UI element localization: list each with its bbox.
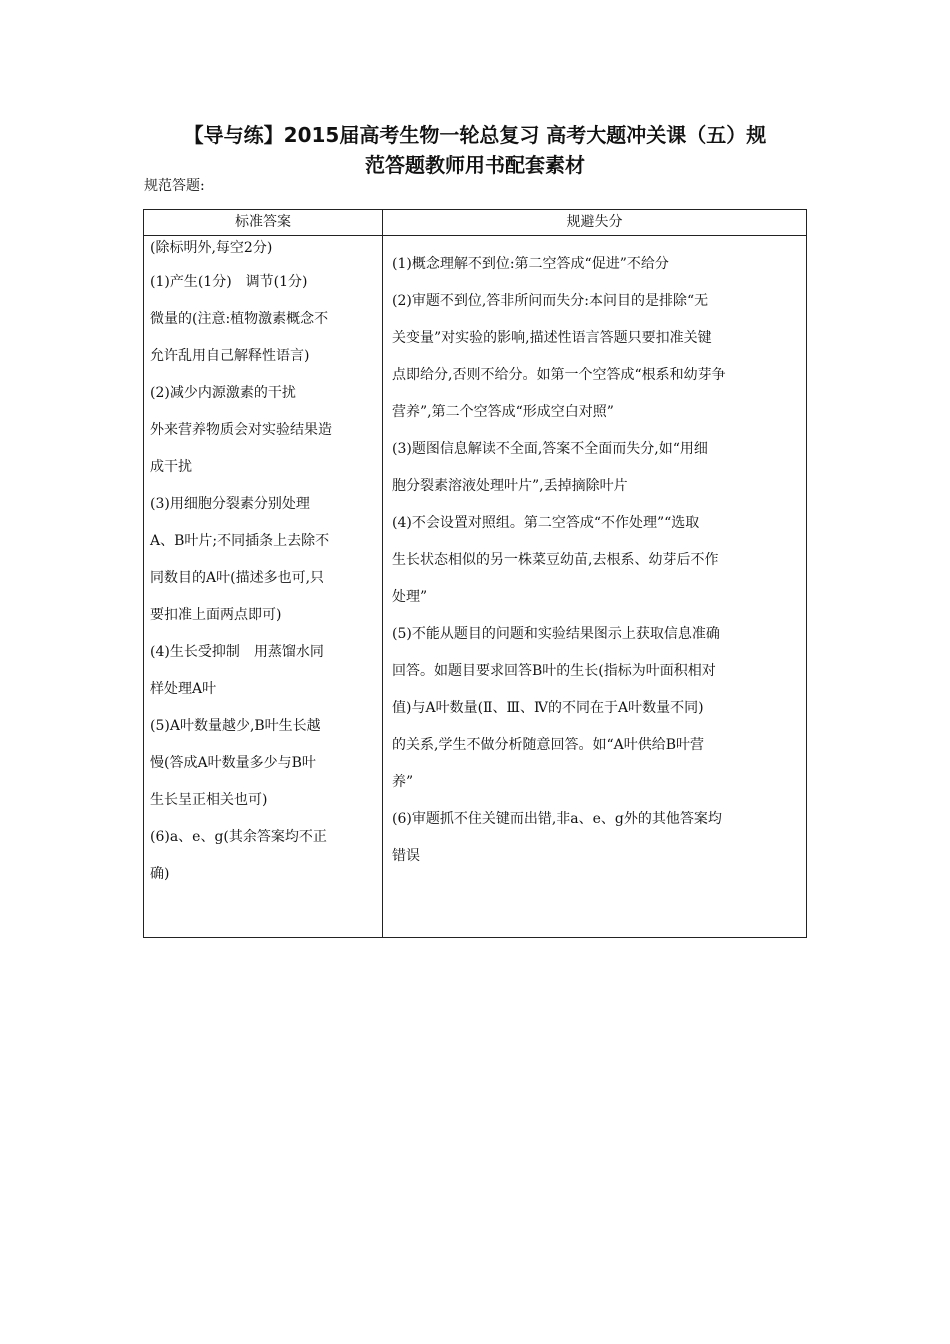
- document-title: [140, 120, 810, 180]
- note-line: 养”: [392, 774, 414, 790]
- answer-line: 生长呈正相关也可): [150, 792, 268, 808]
- answer-line: 要扣准上面两点即可): [150, 607, 282, 623]
- answer-line: 慢(答成A叶数量多少与B叶: [150, 755, 316, 771]
- note-line: 胞分裂素溶液处理叶片”,丢掉摘除叶片: [392, 478, 628, 494]
- answer-line: (除标明外,每空2分): [150, 240, 273, 256]
- note-line: (2)审题不到位,答非所问而失分:本问目的是排除“无: [392, 293, 709, 309]
- answer-line: (2)减少内源激素的干扰: [150, 385, 296, 401]
- answer-line: 允许乱用自己解释性语言): [150, 348, 310, 364]
- note-line: 值)与A叶数量(Ⅱ、Ⅲ、Ⅳ的不同在于A叶数量不同): [392, 700, 704, 716]
- note-line: 处理”: [392, 589, 428, 605]
- note-line: (5)不能从题目的问题和实验结果图示上获取信息准确: [392, 626, 720, 642]
- table-header-row: [144, 210, 806, 236]
- answer-line: 外来营养物质会对实验结果造: [150, 422, 332, 438]
- note-line: (1)概念理解不到位:第二空答成“促进”不给分: [392, 256, 669, 272]
- note-line: 的关系,学生不做分析随意回答。如“A叶供给B叶营: [392, 737, 705, 753]
- note-line: 错误: [392, 848, 420, 864]
- note-line: 回答。如题目要求回答B叶的生长(指标为叶面积相对: [392, 663, 716, 679]
- title-line-2: 范答题教师用书配套素材: [365, 153, 585, 177]
- answer-line: 微量的(注意:植物激素概念不: [150, 311, 329, 327]
- column-divider: [382, 210, 383, 937]
- answer-table: [143, 209, 807, 938]
- answer-line: (3)用细胞分裂素分别处理: [150, 496, 310, 512]
- title-line-1: 【导与练】2015届高考生物一轮总复习 高考大题冲关课（五）规: [183, 123, 767, 147]
- answer-line: 样处理A叶: [150, 681, 217, 697]
- answer-line: 同数目的A叶(描述多也可,只: [150, 570, 325, 586]
- note-line: 点即给分,否则不给分。如第一个空答成“根系和幼芽争: [392, 367, 726, 383]
- answer-line: 成干扰: [150, 459, 192, 475]
- answer-line: (4)生长受抑制 用蒸馏水同: [150, 644, 324, 660]
- avoid-errors-cell: [392, 246, 802, 875]
- note-line: 生长状态相似的另一株菜豆幼苗,去根系、幼芽后不作: [392, 552, 719, 568]
- header-avoid-errors: 规避失分: [566, 214, 623, 230]
- answer-line: (6)a、e、g(其余答案均不正: [150, 829, 327, 845]
- header-standard-answer: 标准答案: [235, 214, 291, 230]
- note-line: (4)不会设置对照组。第二空答成“不作处理”“选取: [392, 515, 700, 531]
- note-line: 关变量”对实验的影响,描述性语言答题只要扣准关键: [392, 330, 712, 346]
- section-label: 规范答题:: [144, 178, 205, 194]
- note-line: (3)题图信息解读不全面,答案不全面而失分,如“用细: [392, 441, 708, 457]
- answer-line: (1)产生(1分) 调节(1分): [150, 274, 308, 290]
- note-line: (6)审题抓不住关键而出错,非a、e、g外的其他答案均: [392, 811, 722, 827]
- answer-line: (5)A叶数量越少,B叶生长越: [150, 718, 321, 734]
- note-line: 营养”,第二个空答成“形成空白对照”: [392, 404, 614, 420]
- standard-answer-cell: [150, 236, 378, 893]
- answer-line: 确): [150, 866, 170, 882]
- answer-line: A、B叶片;不同插条上去除不: [150, 533, 330, 549]
